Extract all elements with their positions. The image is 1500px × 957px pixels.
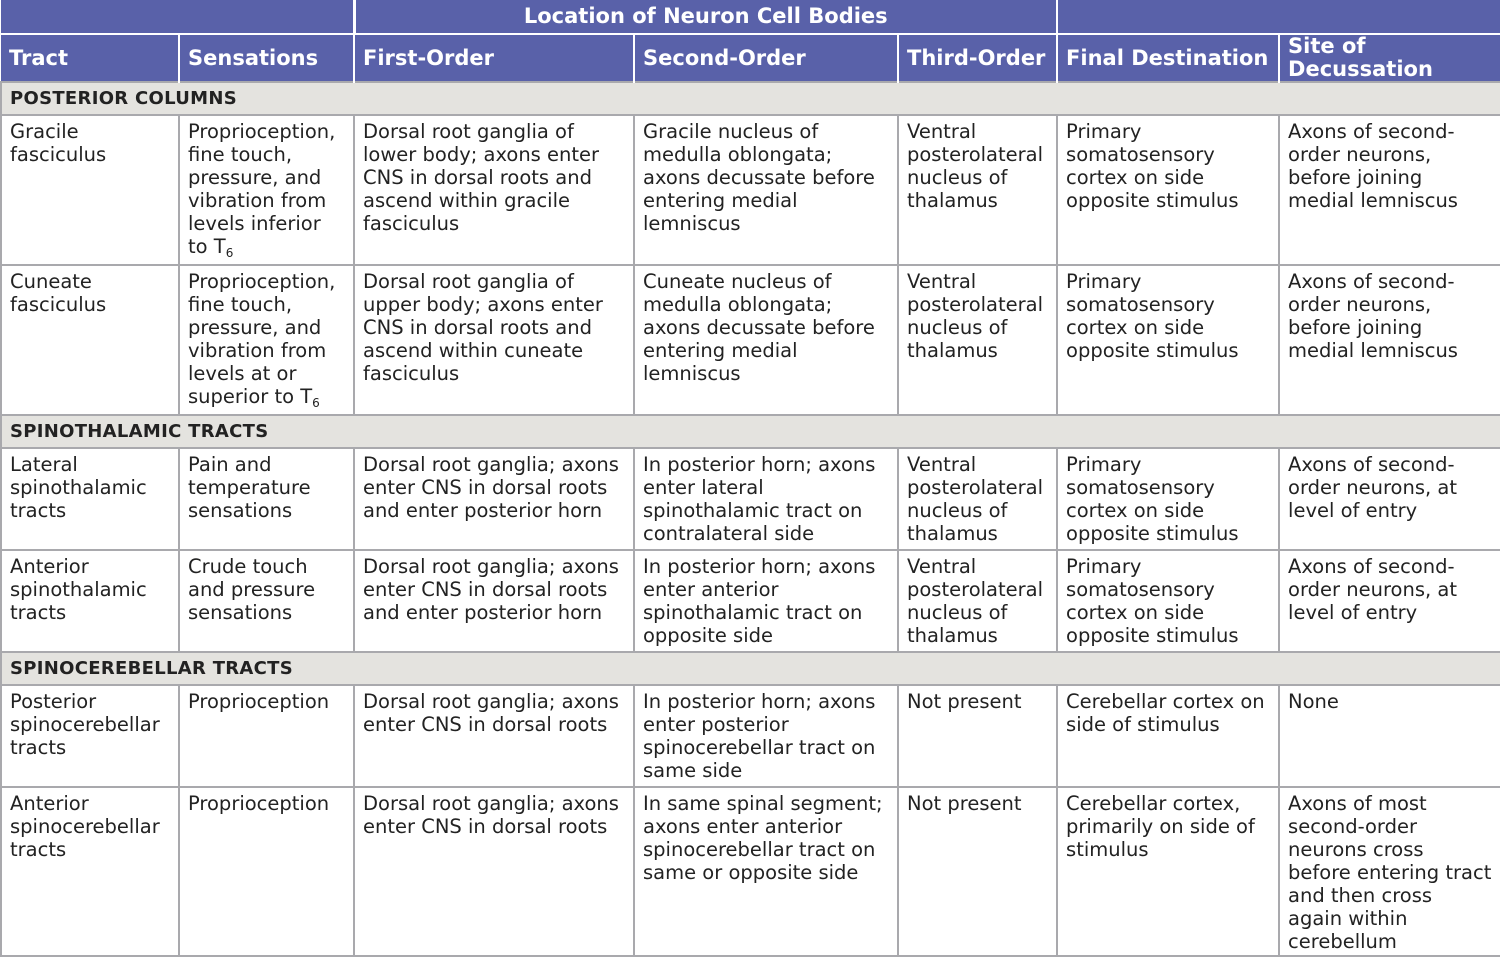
col-header-final-destination: Final Destination xyxy=(1057,34,1279,82)
cell-sensations: Proprioception xyxy=(179,787,354,956)
col-header-tract: Tract xyxy=(1,34,179,82)
group-header-blank-right xyxy=(1057,0,1500,34)
cell-first-order: Dorsal root ganglia of lower body; axons enter CNS in dorsal roots and ascend within gracile fasciculus xyxy=(354,115,634,265)
table-row xyxy=(1,787,1500,956)
cell-final-destination: Cerebellar cortex on side of stimulus xyxy=(1057,685,1279,787)
table-row xyxy=(1,685,1500,787)
section-row-spinothalamic-tracts xyxy=(1,415,1500,448)
section-row-posterior-columns xyxy=(1,82,1500,115)
cell-second-order: In posterior horn; axons enter posterior spinocerebellar tract on same side xyxy=(634,685,898,787)
cell-site-of-decussation: Axons of second-order neurons, before joining medial lemniscus xyxy=(1279,115,1500,265)
cell-site-of-decussation: Axons of second-order neurons, before joining medial lemniscus xyxy=(1279,265,1500,415)
cell-third-order: Ventral posterolateral nucleus of thalamus xyxy=(898,115,1057,265)
cell-second-order: Cuneate nucleus of medulla oblongata; axons decussate before entering medial lemniscus xyxy=(634,265,898,415)
cell-final-destination: Primary somatosensory cortex on side opposite stimulus xyxy=(1057,115,1279,265)
cell-second-order: Gracile nucleus of medulla oblongata; axons decussate before entering medial lemniscus xyxy=(634,115,898,265)
table-row xyxy=(1,115,1500,265)
cell-tract: Lateral spinothalamic tracts xyxy=(1,448,179,550)
cell-sensations: Pain and temperature sensations xyxy=(179,448,354,550)
sensations-text: Proprioception, fine touch, pressure, and vibration from levels at or superior to T xyxy=(188,270,336,408)
section-title: POSTERIOR COLUMNS xyxy=(1,82,1500,115)
cell-tract: Posterior spinocerebellar tracts xyxy=(1,685,179,787)
cell-first-order: Dorsal root ganglia; axons enter CNS in dorsal roots xyxy=(354,685,634,787)
cell-sensations xyxy=(179,265,354,415)
cell-final-destination: Primary somatosensory cortex on side opposite stimulus xyxy=(1057,448,1279,550)
col-header-site-of-decussation: Site of Decussation xyxy=(1279,34,1500,82)
sensations-text: Proprioception, fine touch, pressure, and vibration from levels inferior to T xyxy=(188,120,336,258)
cell-sensations: Proprioception xyxy=(179,685,354,787)
cell-sensations: Crude touch and pressure sensations xyxy=(179,550,354,652)
cell-site-of-decussation: Axons of most second-order neurons cross before entering tract and then cross again within cerebellum xyxy=(1279,787,1500,956)
cell-final-destination: Primary somatosensory cortex on side opposite stimulus xyxy=(1057,265,1279,415)
cell-third-order: Ventral posterolateral nucleus of thalamus xyxy=(898,265,1057,415)
section-title: SPINOTHALAMIC TRACTS xyxy=(1,415,1500,448)
cell-sensations xyxy=(179,115,354,265)
cell-final-destination: Cerebellar cortex, primarily on side of stimulus xyxy=(1057,787,1279,956)
col-header-sensations: Sensations xyxy=(179,34,354,82)
table-row xyxy=(1,550,1500,652)
column-header-row xyxy=(1,34,1500,82)
section-row-spinocerebellar-tracts xyxy=(1,652,1500,685)
sensations-subscript: 6 xyxy=(225,246,234,260)
cell-first-order: Dorsal root ganglia; axons enter CNS in dorsal roots and enter posterior horn xyxy=(354,448,634,550)
cell-second-order: In posterior horn; axons enter anterior spinothalamic tract on opposite side xyxy=(634,550,898,652)
col-header-second-order: Second-Order xyxy=(634,34,898,82)
cell-first-order: Dorsal root ganglia of upper body; axons enter CNS in dorsal roots and ascend within cuneate fasciculus xyxy=(354,265,634,415)
cell-site-of-decussation: None xyxy=(1279,685,1500,787)
col-header-first-order: First-Order xyxy=(354,34,634,82)
cell-site-of-decussation: Axons of second-order neurons, at level of entry xyxy=(1279,448,1500,550)
section-title: SPINOCEREBELLAR TRACTS xyxy=(1,652,1500,685)
cell-second-order: In posterior horn; axons enter lateral spinothalamic tract on contralateral side xyxy=(634,448,898,550)
group-header-title: Location of Neuron Cell Bodies xyxy=(354,0,1057,34)
cell-tract: Cuneate fasciculus xyxy=(1,265,179,415)
col-header-third-order: Third-Order xyxy=(898,34,1057,82)
cell-third-order: Not present xyxy=(898,787,1057,956)
table-row xyxy=(1,448,1500,550)
table-row xyxy=(1,265,1500,415)
sensations-subscript: 6 xyxy=(312,396,320,410)
cell-tract: Anterior spinocerebellar tracts xyxy=(1,787,179,956)
cell-tract: Gracile fasciculus xyxy=(1,115,179,265)
cell-first-order: Dorsal root ganglia; axons enter CNS in dorsal roots xyxy=(354,787,634,956)
cell-tract: Anterior spinothalamic tracts xyxy=(1,550,179,652)
cell-first-order: Dorsal root ganglia; axons enter CNS in dorsal roots and enter posterior horn xyxy=(354,550,634,652)
cell-third-order: Not present xyxy=(898,685,1057,787)
cell-site-of-decussation: Axons of second-order neurons, at level of entry xyxy=(1279,550,1500,652)
cell-second-order: In same spinal segment; axons enter anterior spinocerebellar tract on same or opposite side xyxy=(634,787,898,956)
group-header-blank-left xyxy=(1,0,354,34)
group-header-row xyxy=(1,0,1500,34)
cell-final-destination: Primary somatosensory cortex on side opposite stimulus xyxy=(1057,550,1279,652)
cell-third-order: Ventral posterolateral nucleus of thalamus xyxy=(898,448,1057,550)
cell-third-order: Ventral posterolateral nucleus of thalamus xyxy=(898,550,1057,652)
